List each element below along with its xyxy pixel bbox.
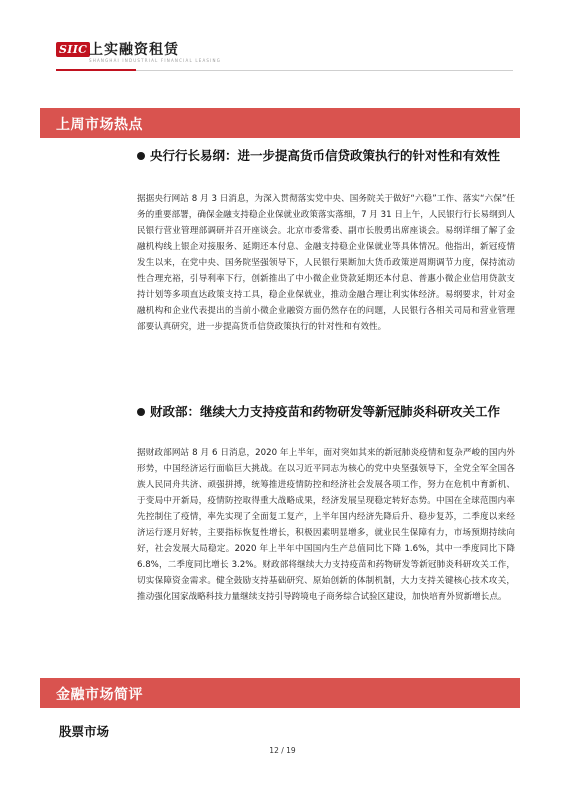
section-title: 金融市场简评 [56,687,143,703]
page-header [0,0,565,78]
bullet-icon [137,408,145,416]
header-divider-accent [56,69,136,71]
section-bar-financial-market-review [40,678,520,708]
logo-mark-text: SIIC [56,42,90,57]
bullet-icon [137,152,145,160]
page-number: 12 / 19 [269,746,296,755]
news-body: 据财政部网站 8 月 6 日消息，2020 年上半年，面对突如其来的新冠肺炎疫情和复杂严峻的国内外形势，中国经济运行面临巨大挑战。在以习近平同志为核心的党中央坚强领导下，全党全军全国各族人民同舟共济、顽强拼搏，统筹推进疫情防控和经济社会发展各项工作，努力在危机中育新机、于变局中开新局，疫情防控取得重大战略成果，经济发展呈现稳定转好态势。中国在全球范围内率先控制住了疫情，率先实现了全面复工复产，上半年国内经济先降后升、稳步复苏，二季度以来经济运行逐月好转，主要指标恢复性增长，积极因素明显增多，就业民生保障有力，市场预期持续向好，社会发展大局稳定。2020 年上半年中国国内生产总值同比下降 1.6%，其中一季度同比下降 6.8%，二季度同比增长 3.2%。财政部将继续大力支持疫苗和药物研发等新冠肺炎科研攻关工作，切实保障资金需求。健全鼓励支持基础研究、原始创新的体制机制，大力支持关键核心技术攻关，推动强化国家战略科技力量继续支持引导跨境电子商务综合试验区建设，加快培育外贸新增长点。 [137,448,515,602]
company-name-en: SHANGHAI INDUSTRIAL FINANCIAL LEASING [89,58,222,63]
siic-logo-icon [56,42,86,58]
section-title: 上周市场热点 [56,117,143,133]
news-heading: 财政部：继续大力支持疫苗和药物研发等新冠肺炎科研攻关工作 [150,404,501,419]
news-body: 据据央行网站 8 月 3 日消息，为深入贯彻落实党中央、国务院关于做好“六稳”工作、落实“六保”任务的重要部署，确保金融支持稳企业保就业政策落实落细，7 月 31 日上午，人民银行行长易纲到人民银行营业管理部调研并召开座谈会。北京市委常委、副市长殷勇出席座谈会。易纲详细了解了金融机构线上银企对接服务、延期还本付息、金融支持稳企业保就业等具体情况。他指出，新冠疫情发生以来，在党中央、国务院坚强领导下，人民银行果断加大货币政策逆周期调节力度，保持流动性合理充裕，引导利率下行，创新推出了中小微企业贷款延期还本付息、普惠小微企业信用贷款支持计划等多项直达政策支持工具，稳企业保就业，推动金融合理让利实体经济。易纲要求，针对金融机构和企业代表提出的当前小微企业融资方面仍然存在的问题，人民银行各相关司局和营业管理部要认真研究，进一步提高货币信贷政策执行的针对性和有效性。 [137,194,515,332]
sub-heading-stock-market: 股票市场 [59,724,110,739]
news-heading: 央行行长易纲：进一步提高货币信贷政策执行的针对性和有效性 [150,148,501,163]
section-bar-market-hotspots [40,108,520,138]
company-name-cn: 上实融资租赁 [89,42,179,58]
